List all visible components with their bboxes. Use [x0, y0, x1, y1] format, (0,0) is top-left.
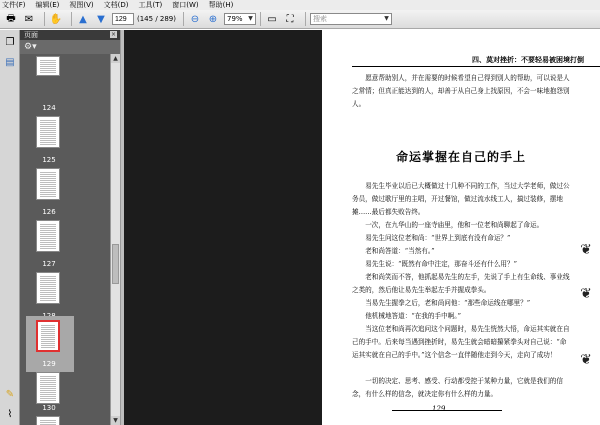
thumbnail-text-line: [40, 386, 56, 387]
thumbnail-text-line: [40, 178, 56, 179]
thumbnail-text-line: [40, 376, 56, 377]
thumbnail-text-line: [40, 422, 56, 423]
comments-icon[interactable]: ✎: [5, 388, 15, 400]
ornament-icon: ❦: [580, 352, 592, 368]
thumbnail-text-line: [41, 327, 55, 328]
thumbnail-text-line: [40, 182, 56, 183]
thumbnail-text-line: [40, 392, 56, 393]
thumbnail-text-line: [40, 398, 56, 399]
thumbnail-text-line: [40, 378, 56, 379]
body-paragraph: 一切的决定、思考、感受、行动都受控于某种力量，它就是我们的信念，有什么样的信念，就决定你有什么样的力量。: [352, 377, 563, 398]
header-rule: [352, 66, 600, 67]
page-thumbnail[interactable]: [36, 372, 60, 404]
thumbnail-label: 124: [42, 104, 56, 112]
thumbnail-text-line: [40, 244, 56, 245]
thumbnail-text-line: [40, 130, 56, 131]
document-viewport: [124, 30, 600, 425]
thumbnail-text-line: [40, 186, 56, 187]
thumbnail-text-line: [40, 292, 56, 293]
page-thumbnail[interactable]: [36, 116, 60, 148]
attachments-icon[interactable]: ⌇: [7, 408, 13, 420]
menu-tools[interactable]: 工具(T): [138, 1, 163, 9]
thumbnail-text-line: [40, 194, 56, 195]
thumbnail-text-line: [41, 329, 55, 330]
thumbnail-text-line: [40, 140, 56, 141]
thumbnail-label: 125: [42, 156, 56, 164]
pages-panel-options[interactable]: [20, 40, 120, 54]
scroll-down-icon[interactable]: ▼: [111, 416, 120, 425]
document-page: [322, 30, 600, 425]
search-placeholder: 搜索: [313, 15, 327, 23]
page-thumbnail[interactable]: [36, 56, 60, 76]
navigation-rail: [0, 30, 20, 425]
thumbnail-text-line: [40, 230, 56, 231]
running-head: 四、莫对挫折：不要轻易被困境打倒: [472, 56, 584, 64]
menu-window[interactable]: 窗口(W): [172, 1, 199, 9]
thumbnail-text-line: [40, 248, 56, 249]
menu-edit[interactable]: 编辑(E): [35, 1, 60, 9]
zoom-out-icon[interactable]: ⊖: [190, 13, 200, 25]
thumbnail-text-line: [40, 296, 56, 297]
chevron-down-icon: ▼: [248, 15, 253, 22]
next-page-icon[interactable]: ▼: [97, 13, 105, 25]
thumbnail-text-line: [41, 347, 55, 348]
thumbnail-text-line: [41, 333, 55, 334]
toolbar-divider: [183, 12, 184, 26]
thumbnail-text-line: [40, 124, 56, 125]
ornament-icon: ❦: [580, 242, 592, 258]
thumbnail-label: 129: [42, 360, 56, 368]
intro-paragraph: 愿意帮助别人，并在需要的时候希望自己得到别人的帮助，可以说是人之常情；但真正能达到的人，却善于从自己身上找原因，不会一味地抱怨别人。: [352, 74, 570, 108]
thumbnail-text-line: [40, 390, 56, 391]
thumbnail-text-line: [40, 232, 56, 233]
page-thumbnail-selected[interactable]: [36, 320, 60, 352]
thumbnail-text-line: [40, 188, 56, 189]
body-paragraph: 易先生问这位老和尚：“世界上到底有没有命运？”: [365, 234, 511, 242]
page-thumbnail[interactable]: [36, 168, 60, 200]
thumbnail-text-line: [40, 138, 56, 139]
thumbnail-scrollbar[interactable]: [110, 54, 120, 425]
thumbnail-text-line: [40, 242, 56, 243]
body-paragraph: 一次，在九华山的一座寺庙里，他和一位老和尚聊起了命运。: [365, 221, 544, 229]
thumbnail-text-line: [40, 394, 56, 395]
chapter-title: 命运掌握在自己的手上: [395, 150, 526, 164]
toolbar: [0, 10, 600, 29]
previous-page-icon[interactable]: ▲: [79, 13, 87, 25]
thumbnail-text-line: [40, 278, 56, 279]
toolbar-divider: [305, 12, 306, 26]
thumbnail-text-line: [40, 388, 56, 389]
thumbnail-text-line: [40, 144, 56, 145]
zoom-in-icon[interactable]: ⊕: [208, 13, 218, 25]
scroll-up-icon[interactable]: ▲: [111, 54, 120, 63]
thumbnail-text-line: [40, 126, 56, 127]
pages-icon[interactable]: ❐: [5, 36, 15, 48]
thumbnail-text-line: [40, 298, 56, 299]
thumbnail-text-line: [40, 228, 56, 229]
thumbnail-text-line: [40, 294, 56, 295]
thumbnail-text-line: [40, 226, 56, 227]
thumbnail-list: [20, 54, 110, 425]
scrollbar-thumb[interactable]: [112, 244, 119, 284]
thumbnail-text-line: [40, 238, 56, 239]
search-field[interactable]: [310, 13, 392, 25]
thumbnail-text-line: [40, 234, 56, 235]
body-paragraph: 老和尚笑而不答，他抓起易先生的左手，先说了手上有生命线、事业线之类的，然后他让易先生举起左手并握成拳头。: [352, 273, 570, 294]
thumbnail-text-line: [40, 128, 56, 129]
options-icon: ⚙▾: [24, 42, 37, 52]
thumbnail-text-line: [40, 132, 56, 133]
thumbnail-text-line: [40, 240, 56, 241]
body-paragraph: 易先生说：“既然有命中注定，那奋斗还有什么用？”: [365, 260, 517, 268]
page-number-input[interactable]: [112, 13, 134, 25]
body-paragraph: 他机械地答道：“在我的手中啊。”: [365, 312, 461, 320]
thumbnail-text-line: [40, 288, 56, 289]
bookmarks-icon[interactable]: ▤: [5, 56, 15, 68]
pages-panel: [20, 30, 120, 425]
toolbar-divider: [44, 12, 45, 26]
thumbnail-text-line: [40, 122, 56, 123]
menu-help[interactable]: 帮助(H): [208, 1, 234, 9]
thumbnail-text-line: [41, 335, 55, 336]
fit-page-icon[interactable]: ▭: [267, 13, 277, 25]
email-icon[interactable]: ✉: [24, 13, 34, 25]
thumbnail-text-line: [40, 282, 56, 283]
page-thumbnail[interactable]: [36, 416, 60, 425]
zoom-select[interactable]: [224, 13, 256, 25]
thumbnail-label: 127: [42, 260, 56, 268]
thumbnail-text-line: [40, 180, 56, 181]
thumbnail-text-line: [41, 337, 55, 338]
thumbnail-text-line: [40, 276, 56, 277]
thumbnail-text-line: [40, 246, 56, 247]
chevron-down-icon: ▼: [384, 15, 389, 22]
thumbnail-text-line: [41, 343, 55, 344]
thumbnail-text-line: [40, 190, 56, 191]
ornament-icon: ❦: [580, 286, 592, 302]
thumbnail-text-line: [40, 62, 56, 63]
toolbar-divider: [71, 12, 72, 26]
page-thumbnail[interactable]: [36, 272, 60, 304]
toolbar-divider: [260, 12, 261, 26]
thumbnail-text-line: [40, 236, 56, 237]
thumbnail-text-line: [40, 64, 56, 65]
thumbnail-text-line: [40, 224, 56, 225]
thumbnail-text-line: [40, 172, 56, 173]
body-paragraph: 当易先生握拳之后，老和尚问他：“那些命运线在哪里？”: [365, 299, 531, 307]
thumbnail-text-line: [40, 184, 56, 185]
thumbnail-text-line: [41, 325, 55, 326]
menu-bar: [0, 0, 600, 10]
thumbnail-text-line: [40, 136, 56, 137]
thumbnail-text-line: [40, 400, 56, 401]
thumbnail-text-line: [40, 384, 56, 385]
pages-panel-header: [20, 30, 120, 40]
page-thumbnail[interactable]: [36, 220, 60, 252]
page-count-label: (145 / 289): [137, 15, 176, 23]
thumbnail-text-line: [40, 192, 56, 193]
thumbnail-text-line: [40, 284, 56, 285]
thumbnail-text-line: [40, 174, 56, 175]
thumbnail-text-line: [41, 345, 55, 346]
page-number: 129: [432, 405, 446, 413]
thumbnail-text-line: [40, 70, 56, 71]
footer-rule: [392, 410, 502, 411]
thumbnail-text-line: [40, 300, 56, 301]
print-icon[interactable]: 🖶: [6, 12, 16, 24]
thumbnail-text-line: [41, 339, 55, 340]
thumbnail-text-line: [41, 341, 55, 342]
pages-panel-title: 页面: [24, 31, 38, 39]
thumbnail-text-line: [40, 134, 56, 135]
thumbnail-text-line: [40, 72, 56, 73]
thumbnail-text-line: [40, 280, 56, 281]
thumbnail-text-line: [40, 176, 56, 177]
thumbnail-text-line: [40, 396, 56, 397]
thumbnail-text-line: [40, 142, 56, 143]
thumbnail-text-line: [40, 286, 56, 287]
thumbnail-text-line: [40, 196, 56, 197]
thumbnail-text-line: [40, 420, 56, 421]
body-paragraph: 当这位老和尚再次追问这个问题时，易先生恍然大悟，命运其实就在自己的手中。后来每当遇到挫折时，易先生就会暗暗攥紧拳头对自己说：“命运其实就在自己的手中。”这个信念一直伴随他走到今天，走向了成功！: [352, 325, 570, 359]
menu-view[interactable]: 视图(V): [69, 1, 94, 9]
thumbnail-text-line: [40, 60, 56, 61]
thumbnail-text-line: [40, 68, 56, 69]
fit-width-icon[interactable]: ⛶: [286, 13, 294, 25]
thumbnail-label: 126: [42, 208, 56, 216]
body-paragraph: 老和尚答道：“当然有。”: [365, 247, 435, 255]
thumbnail-text-line: [40, 380, 56, 381]
thumbnail-text-line: [41, 331, 55, 332]
hand-tool-icon[interactable]: ✋: [49, 13, 63, 25]
thumbnail-text-line: [40, 120, 56, 121]
thumbnail-text-line: [40, 382, 56, 383]
thumbnail-text-line: [40, 66, 56, 67]
close-icon[interactable]: ×: [110, 31, 117, 38]
thumbnail-label: 130: [42, 404, 56, 412]
thumbnail-text-line: [40, 290, 56, 291]
body-paragraph: 易先生毕业以后已大概做过十几种不同的工作，当过大学老师，做过公务员，做过歌厅里的主唱，开过餐馆，做过流水线工人，搞过装修，摆地摊……最后都失败告终。: [352, 182, 570, 216]
menu-document[interactable]: 文档(D): [103, 1, 129, 9]
zoom-value: 79%: [227, 15, 243, 23]
menu-file[interactable]: 文件(F): [2, 1, 26, 9]
